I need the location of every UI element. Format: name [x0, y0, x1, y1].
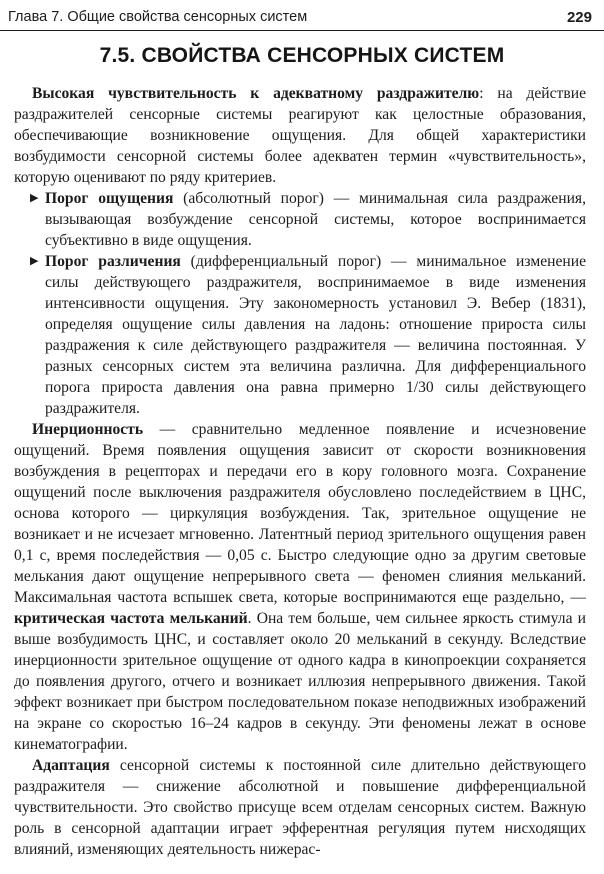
term-threshold: Порог ощущения: [45, 190, 174, 207]
page-number: 229: [566, 8, 592, 26]
term-critical-flicker-frequency: критическая частота мельканий: [14, 610, 248, 627]
page-body: [14, 83, 586, 860]
list-item-text: (дифференциальный порог) — минимальное изменение силы действующего раздражителя, воспринимаемое в виде изменения интенсивности ощущения. Эту закономерность установил Э. Вебер (1831), определяя ощущение силы давления на ладонь: отношение прироста силы раздражения к силе действующего раздражителя — величина постоянная. У разных сенсорных систем эта величина различна. Для дифференциального порога прироста давления она равна примерно 1/30 силы действующего раздражителя.: [45, 253, 586, 417]
triangle-right-icon: ▶: [30, 255, 39, 267]
criteria-list: [14, 188, 586, 419]
paragraph-adaptation: [14, 755, 586, 860]
paragraph-text: : на действие раздражителей сенсорные системы реагируют как целостные образования, обеспечивающие возникновение ощущения. Для общей характеристики возбудимости сенсорной системы более адекватен термин «чувствительность», которую оценивают по ряду критериев.: [14, 85, 586, 186]
running-head: [8, 6, 592, 28]
paragraph-text: . Она тем больше, чем сильнее яркость стимула и выше возбудимость ЦНС, и составляет около 20 мельканий в секунду. Вследствие инерционности зрительное ощущение от одного кадра в кинопроекции сохраняется до появления другого, отчего и возникает иллюзия непрерывного движения. Такой эффект возникает при быстром последовательном показе неподвижных изображений на экране со скоростью 16–24 кадров в секунду. Эти феномены лежат в основе кинематографии.: [14, 610, 586, 753]
term-adaptation: Адаптация: [32, 757, 110, 774]
chapter-title: Глава 7. Общие свойства сенсорных систем: [8, 9, 308, 25]
paragraph-text: — сравнительно медленное появление и исчезновение ощущений. Время появления ощущения зависит от скорости возникновения возбуждения в рецепторах и передачи его в кору головного мозга. Сохранение ощущений после выключения раздражителя обусловлено последействием в ЦНС, основа которого — циркуляция возбуждения. Так, зрительное ощущение не возникает и не исчезает мгновенно. Латентный период зрительного ощущения равен 0,1 с, время последействия — 0,05 с. Быстро следующие одно за другим световые мелькания дают ощущение непрерывного света — феномен слияния мельканий. Максимальная частота вспышек света, которые воспринимаются еще раздельно, —: [14, 421, 586, 606]
header-rule: [0, 30, 604, 31]
paragraph-text: сенсорной системы к постоянной силе длительно действующего раздражителя — снижение абсолютной и повышение дифференциальной чувствительности. Это свойство присуще всем отделам сенсорных систем. Важную роль в сенсорной адаптации играет эфферентная регуляция путем нисходящих влияний, изменяющих деятельность нижерас-: [14, 757, 586, 858]
list-item: [30, 251, 586, 419]
term-inertia: Инерционность: [32, 421, 144, 438]
paragraph-inertia: [14, 419, 586, 755]
term-difference-threshold: Порог различения: [45, 253, 181, 270]
list-item: [30, 188, 586, 251]
paragraph-sensitivity: [14, 83, 586, 188]
triangle-right-icon: ▶: [30, 192, 39, 204]
section-title: 7.5. СВОЙСТВА СЕНСОРНЫХ СИСТЕМ: [99, 44, 505, 67]
term-sensitivity: Высокая чувствительность к адекватному раздражителю: [32, 85, 480, 102]
list-item-text: (абсолютный порог) — минимальная сила раздражения, вызывающая возбуждение сенсорной системы, которое воспринимается субъективно в виде ощущения.: [45, 190, 586, 249]
